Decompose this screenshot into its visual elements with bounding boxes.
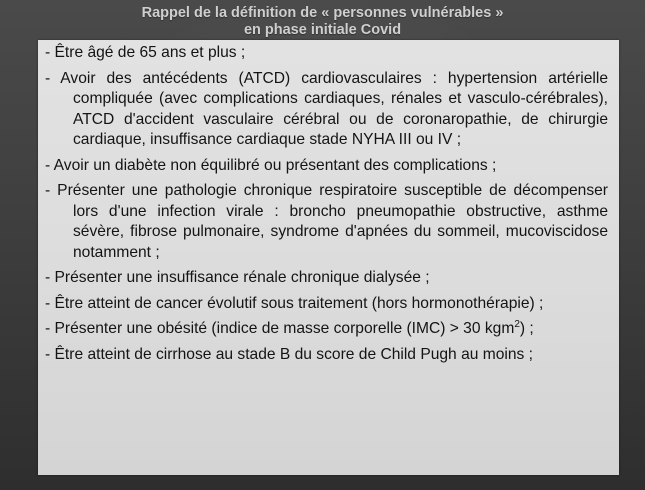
slide-title-line-1: Rappel de la définition de « personnes vulnérables »: [141, 5, 504, 21]
content-panel: [38, 40, 619, 475]
slide-title: [0, 5, 645, 39]
obesity-text: - Présenter une obésité (indice de masse corporelle (IMC) > 30 kgm: [45, 320, 515, 337]
criteria-item-cardiovascular: - Avoir des antécédents (ATCD) cardiovasculaires : hypertension artérielle compliquée (avec complications cardiaques, rénales et vasculo-cérébrales), ATCD d'accident vasculaire cérébral ou de coronaropathie, de chirurgie cardiaque, insuffisance cardiaque stade NYHA III ou IV ;: [45, 69, 608, 148]
slide-title-line-2: en phase initiale Covid: [243, 22, 402, 38]
obesity-superscript: 2: [514, 318, 520, 330]
criteria-item-age: - Être âgé de 65 ans et plus ;: [45, 44, 246, 61]
criteria-list: [45, 43, 608, 370]
obesity-text-end: ) ;: [519, 320, 534, 337]
criteria-item-diabetes: - Avoir un diabète non équilibré ou présentant des complications ;: [45, 156, 497, 174]
criteria-item-respiratory: - Présenter une pathologie chronique respiratoire susceptible de décompenser lors d'une infection virale : broncho pneumopathie obstructive, asthme sévère, fibrose pulmonaire, syndrome d'apnées du sommeil, mucoviscidose notamment ;: [45, 182, 608, 261]
criteria-item-cirrhosis: - Être atteint de cirrhose au stade B du score de Child Pugh au moins ;: [45, 345, 534, 363]
criteria-item-cancer: - Être atteint de cancer évolutif sous traitement (hors hormonothérapie) ;: [45, 294, 544, 312]
criteria-item-obesity: [45, 319, 608, 340]
criteria-item-renal: - Présenter une insuffisance rénale chronique dialysée ;: [45, 269, 430, 286]
